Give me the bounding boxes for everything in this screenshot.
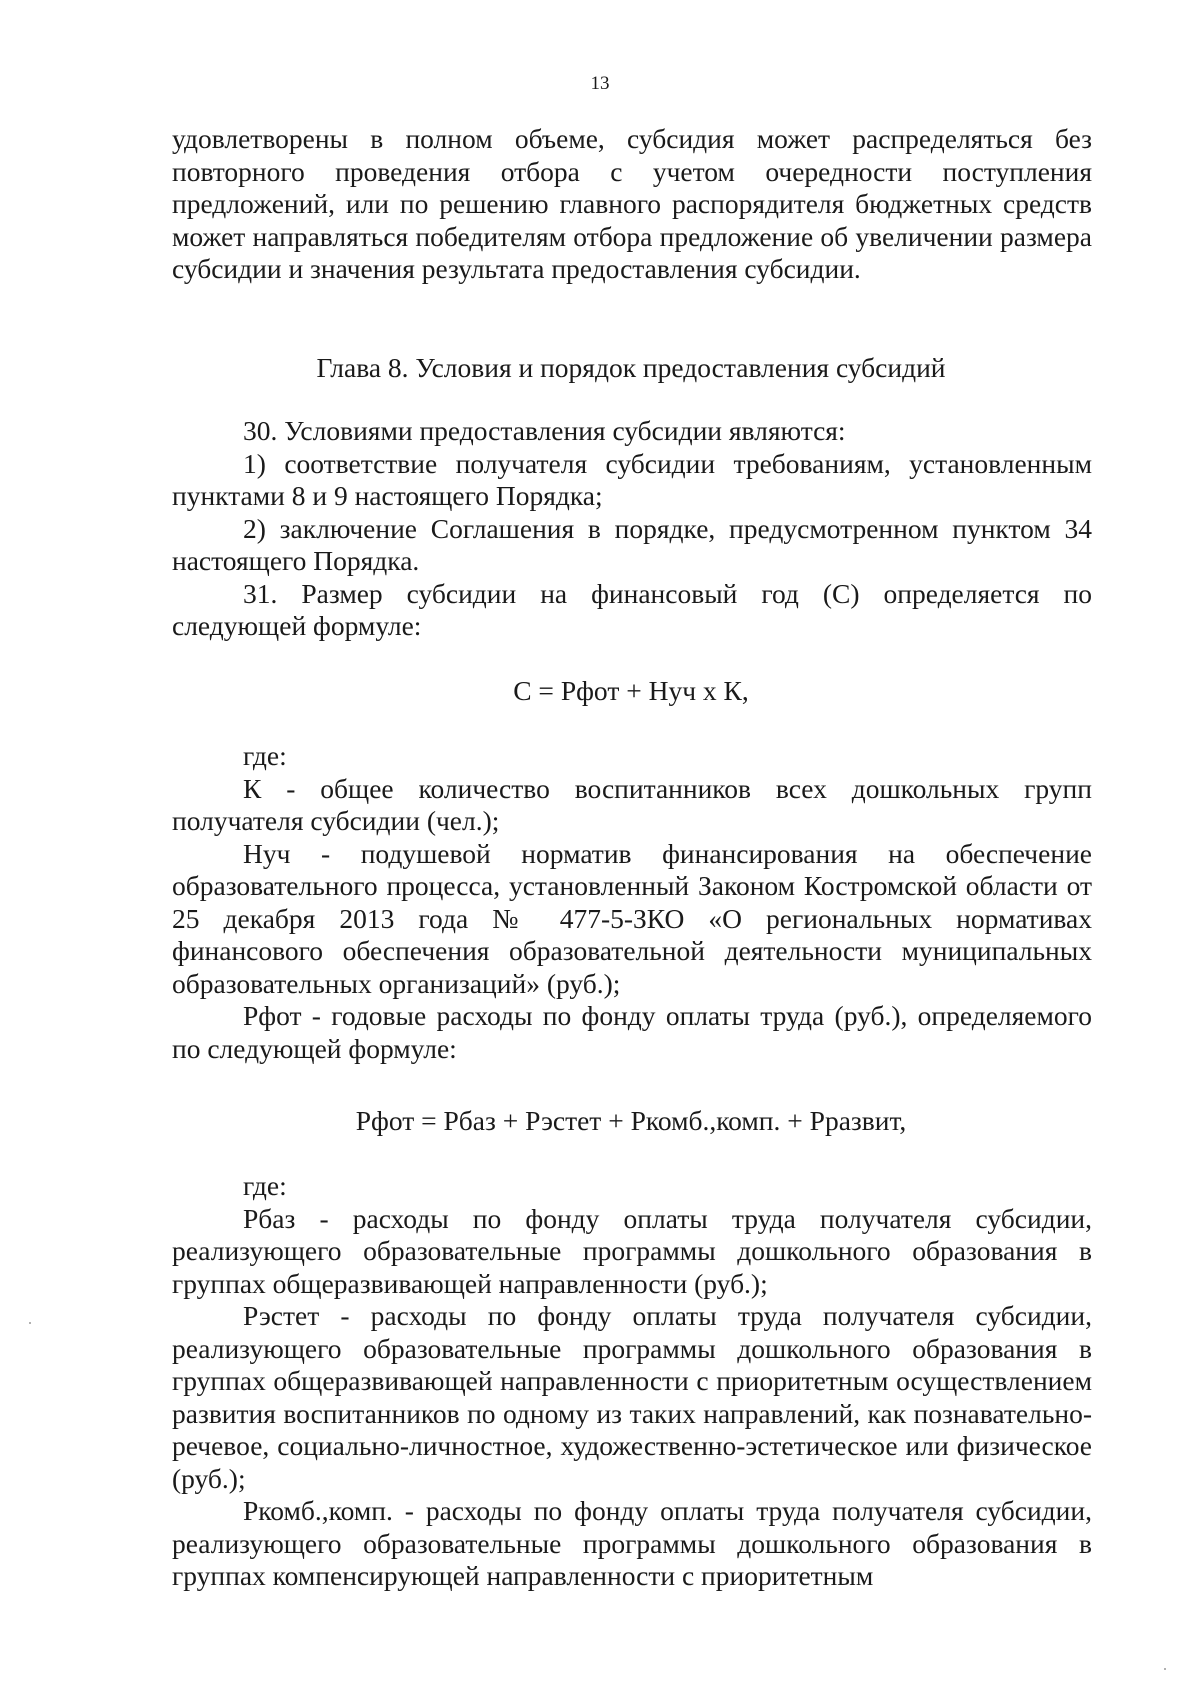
intro-paragraph: удовлетворены в полном объеме, субсидия может распределяться без повторного проведения отбора с учетом очередности поступления предложений, или по решению главного распорядителя бюджетных средств может направляться победителям отбора предложение об увеличении размера субсидии и значения результата предоставления субсидии. (172, 123, 1092, 284)
scan-dot (29, 1322, 31, 1324)
definition-rfot: Рфот - годовые расходы по фонду оплаты труда (руб.), определяемого по следующей формуле: (172, 1000, 1092, 1064)
chapter-heading: Глава 8. Условия и порядок предоставления субсидий (316, 352, 946, 383)
scan-dot (1164, 1668, 1166, 1670)
definition-nuch: Нуч - подушевой норматив финансирования на обеспечение образовательного процесса, установленный Законом Костромской области от 25 декабря 2013 года № 477-5-ЗКО «О региональных нормативах финансового обеспечения образовательной деятельности муниципальных образовательных организаций» (руб.); (172, 837, 1092, 999)
formula-payroll: Рфот = Рбаз + Рэстет + Ркомб.,комп. + Рразвит, (355, 1105, 907, 1136)
definition-rkomb: Ркомб.,комп. - расходы по фонду оплаты труда получателя субсидии, реализующего образовательные программы дошкольного образования в группах компенсирующей направленности с приоритетным (172, 1495, 1092, 1591)
page-number: 13 (590, 73, 610, 94)
definition-restet: Рэстет - расходы по фонду оплаты труда получателя субсидии, реализующего образовательные программы дошкольного образования в группах общеразвивающей направленности с приоритетным осуществлением развития воспитанников по одному из таких направлений, как познавательно-речевое, социально-личностное, художественно-эстетическое или физическое (руб.); (172, 1300, 1092, 1494)
paragraph-item-30: 30. Условиями предоставления субсидии являются: (243, 415, 846, 446)
where-label: где: (243, 740, 287, 771)
where-definitions-block-1 (172, 740, 1092, 1065)
formula-subsidy-size: С = Рфот + Нуч х К, (513, 675, 749, 706)
paragraph-subitem-1: 1) соответствие получателя субсидии требованиям, установленным пунктами 8 и 9 настоящего Порядка; (172, 447, 1092, 511)
paragraph-item-31: 31. Размер субсидии на финансовый год (С) определяется по следующей формуле: (172, 577, 1092, 641)
paragraph-subitem-2: 2) заключение Соглашения в порядке, предусмотренном пунктом 34 настоящего Порядка. (172, 512, 1092, 576)
definition-rbaz: Рбаз - расходы по фонду оплаты труда получателя субсидии, реализующего образовательные программы дошкольного образования в группах общеразвивающей направленности (руб.); (172, 1202, 1092, 1299)
where-definitions-block-2 (172, 1170, 1092, 1593)
intro-paragraph-block (172, 123, 1092, 286)
where-label: где: (243, 1170, 287, 1201)
conditions-block (172, 415, 1092, 643)
definition-k: К - общее количество воспитанников всех дошкольных групп получателя субсидии (чел.); (172, 772, 1092, 836)
